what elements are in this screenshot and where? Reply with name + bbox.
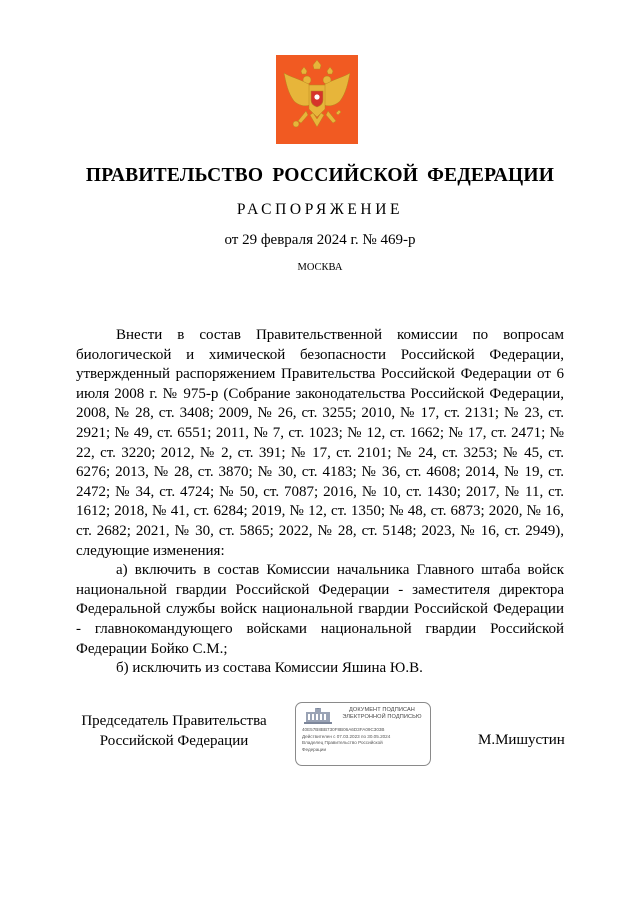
document-body <box>76 326 564 679</box>
document-type: РАСПОРЯЖЕНИЕ <box>236 201 404 218</box>
document-date-number: от 29 февраля 2024 г. № 469-р <box>224 232 416 248</box>
stamp-heading-line2: ЭЛЕКТРОННОЙ ПОДПИСЬЮ <box>342 714 422 720</box>
coat-of-arms-icon <box>276 55 358 144</box>
stamp-owner-line2: Федерации <box>302 746 327 752</box>
electronic-signature-stamp <box>295 702 431 766</box>
document-city: МОСКВА <box>297 262 343 273</box>
signer-title <box>79 712 269 751</box>
stamp-validity: Действителен с 07.03.2023 по 30.05.2024 <box>302 733 391 739</box>
stamp-heading-line1: ДОКУМЕНТ ПОДПИСАН <box>349 707 415 713</box>
body-intro-paragraph: Внести в состав Правительственной комиссии по вопросам биологической и химической безопасности Российской Федерации, утвержденный распоряжением Правительства Российской Федерации от 6 июля 2008 г. № 975-р (Собрание законодательства Российской Федерации, 2008, № 28, ст. 3408; 2009, № 26, ст. 3255; 2010, № 17, ст. 2131; № 23, ст. 2921; № 49, ст. 6551; 2011, № 7, ст. 1023; № 12, ст. 1662; № 17, ст. 2471; № 22, ст. 3220; 2012, № 2, ст. 391; № 17, ст. 2101; № 24, ст. 3253; № 45, ст. 6276; 2013, № 28, ст. 3870; № 30, ст. 4183; № 36, ст. 4608; 2014, № 19, ст. 2472; № 34, ст. 4724; № 50, ст. 7087; 2016, № 10, ст. 1430; 2017, № 11, ст. 1612; 2018, № 41, ст. 6284; 2019, № 12, ст. 1350; № 48, ст. 6873; 2020, № 16, ст. 2682; 2021, № 30, ст. 5865; 2022, № 28, ст. 5148; 2023, № 16, ст. 2949), следующие изменения: <box>76 327 564 559</box>
signer-name: М.Мишустин <box>478 732 565 748</box>
body-item-b: б) исключить из состава Комиссии Яшина Ю.В. <box>116 660 423 677</box>
stamp-owner-line1: Владелец Правительство Российской <box>302 740 383 746</box>
signer-title-line2: Российской Федерации <box>99 732 249 749</box>
stamp-heading <box>336 707 428 721</box>
government-title: ПРАВИТЕЛЬСТВО РОССИЙСКОЙ ФЕДЕРАЦИИ <box>85 165 555 186</box>
signer-title-line1: Председатель Правительства <box>81 713 267 729</box>
stamp-certificate: 40E57B8BB730F8B06A6D3FA09C303B <box>302 727 385 732</box>
stamp-details <box>302 727 428 753</box>
body-item-a: а) включить в состав Комиссии начальника Главного штаба войск национальной гвардии Российской Федерации - заместителя директора Федеральной службы войск национальной гвардии Российской Федерации - главнокомандующего войсками национальной гвардии Российской Федерации Бойко С.М.; <box>76 562 564 657</box>
government-building-icon <box>302 708 334 729</box>
